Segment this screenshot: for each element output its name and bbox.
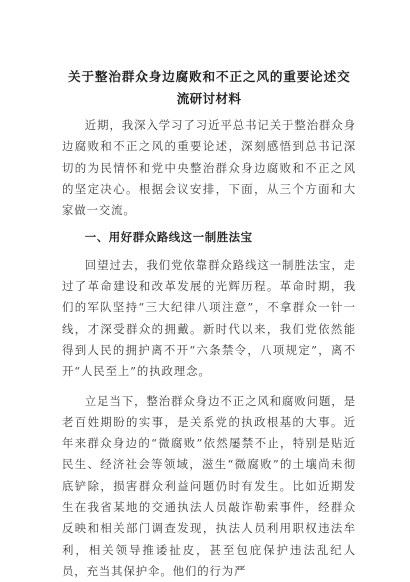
document-title: 关于整治群众身边腐败和不正之风的重要论述交流研讨材料 <box>68 69 350 106</box>
spacer <box>62 383 356 391</box>
section-heading-1: 一、用好群众路线这一制胜法宝 <box>84 230 253 245</box>
section1-paragraph-1: 回望过去，我们党依靠群众路线这一制胜法宝，走过了革命建设和改革发展的光辉历程。革命时期，我们的军队坚持“三大纪律八项注意”，不拿群众一针一线，才深受群众的拥戴。新时代以来，我们党依然能得到人民的拥护离不开“六条禁令，八项规定”，离不开“人民至上”的执政理念。 <box>62 257 356 379</box>
section1-paragraph-2: 立足当下，整治群众身边不正之风和腐败问题，是老百姓期盼的实事，是关系党的执政根基的大事。近年来群众身边的“微腐败”依然屡禁不止，特别是贴近民生、经济社会等领域，滋生“微腐败”的土壤尚未彻底铲除，损害群众利益问题仍时有发生。比如近期发生在我省某地的交通执法人员敲诈勒索事件，经群众反映和相关部门调查发现，执法人员利用职权违法牟利，相关领导推诿扯皮，甚至包庇保护违法乱纪人员，充当其保护伞。他们的行为严 <box>62 393 356 578</box>
document-body <box>62 115 356 582</box>
intro-paragraph: 近期，我深入学习了习近平总书记关于整治群众身边腐败和不正之风的重要论述，深刻感悟到总书记深切的为民情怀和党中央整治群众身边腐败和不正之风的坚定决心。根据会议安排，下面，从三个方面和大家做一交流。 <box>62 118 356 218</box>
